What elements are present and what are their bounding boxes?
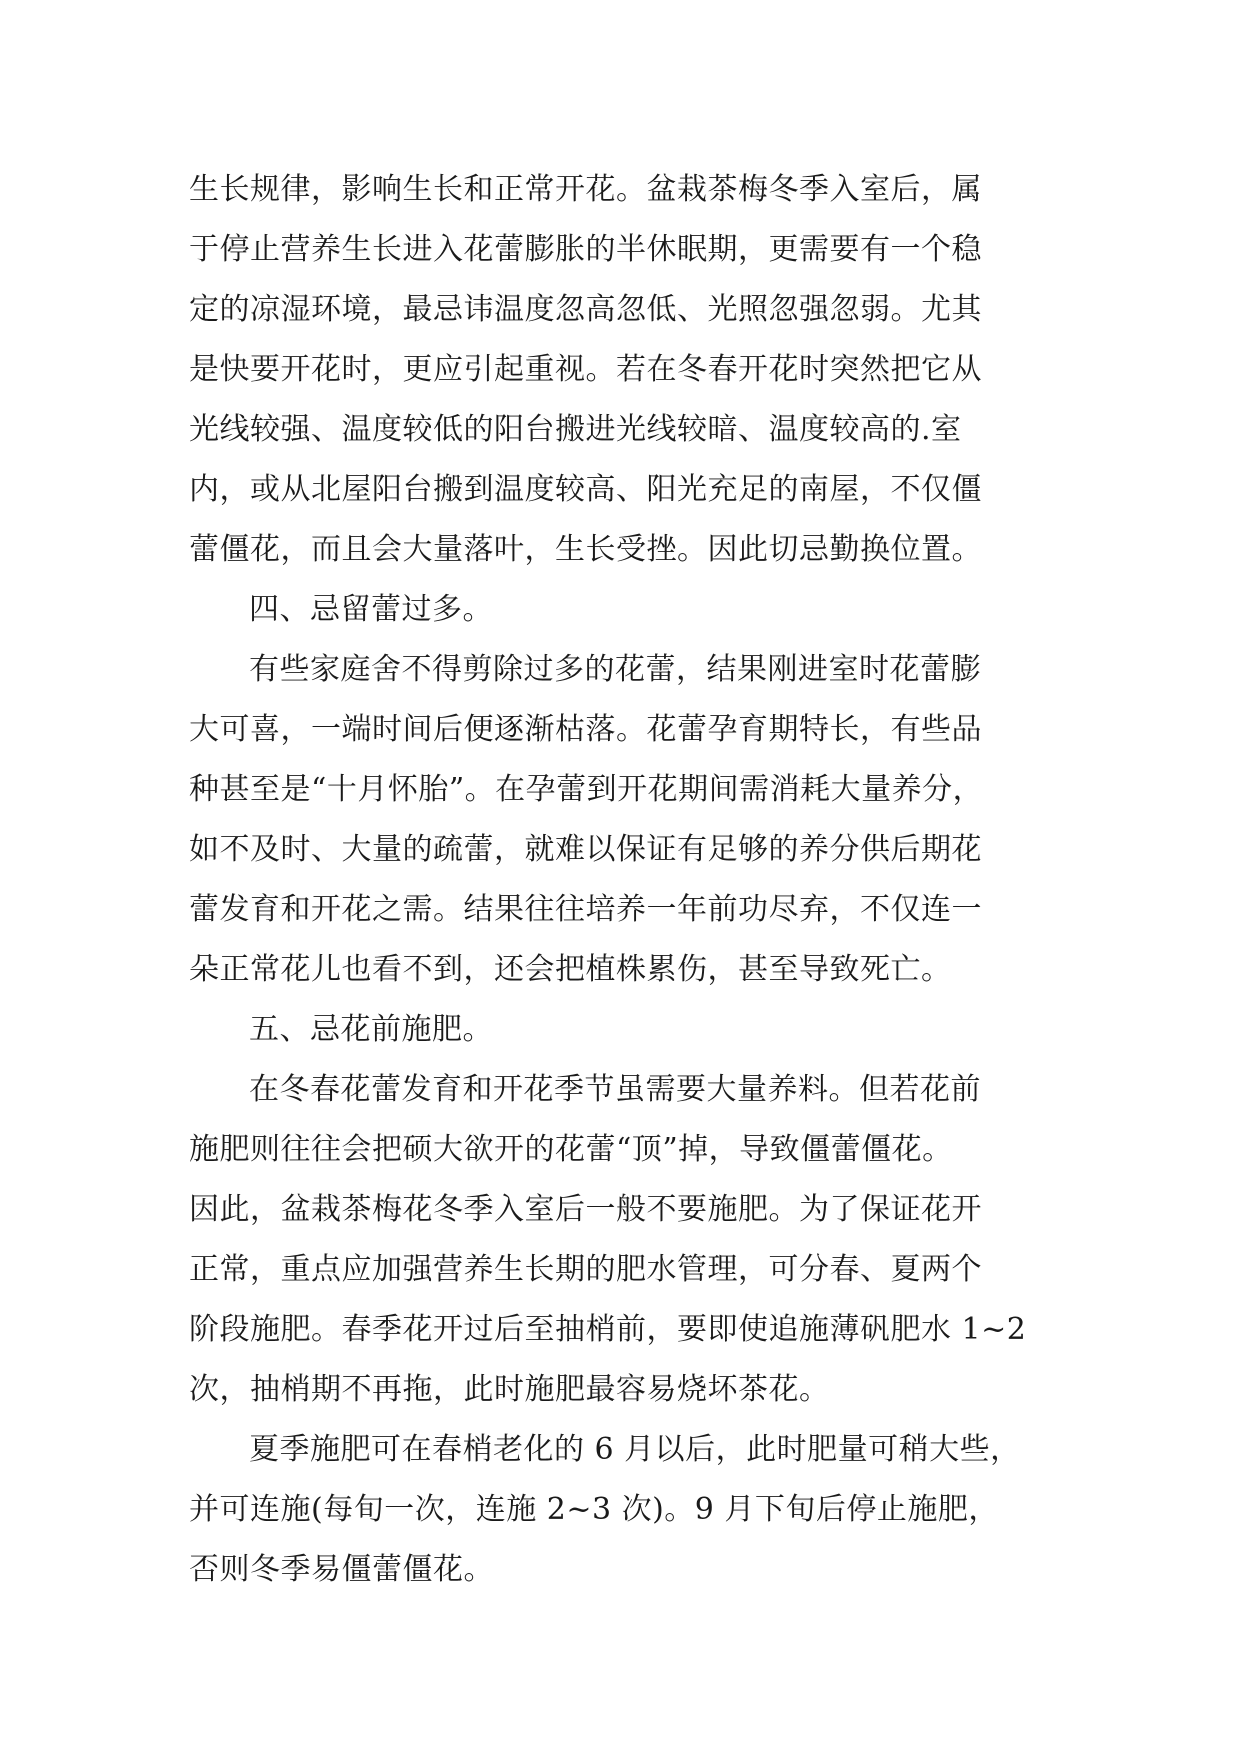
document-body: [189, 160, 1059, 1600]
text-line: 因此，盆栽茶梅花冬季入室后一般不要施肥。为了保证花开: [189, 1192, 982, 1227]
text-line: 朵正常花儿也看不到，还会把植株累伤，甚至导致死亡。: [189, 952, 952, 987]
text-line: 阶段施肥。春季花开过后至抽梢前，要即使追施薄矾肥水 1~2: [189, 1312, 1027, 1347]
text-line: 定的凉湿环境，最忌讳温度忽高忽低、光照忽强忽弱。尤其: [189, 292, 982, 327]
text-line: 施肥则往往会把硕大欲开的花蕾“顶”掉，导致僵蕾僵花。: [189, 1132, 953, 1167]
section-heading: 四、忌留蕾过多。: [249, 592, 493, 627]
text-line: 次，抽梢期不再拖，此时施肥最容易烧坏茶花。: [189, 1372, 830, 1407]
text-line: 正常，重点应加强营养生长期的肥水管理，可分春、夏两个: [189, 1252, 982, 1287]
text-line: 有些家庭舍不得剪除过多的花蕾，结果刚进室时花蕾膨: [249, 652, 981, 687]
section-heading: 五、忌花前施肥。: [249, 1012, 493, 1047]
text-line: 夏季施肥可在春梢老化的 6 月以后，此时肥量可稍大些，: [249, 1432, 1021, 1467]
text-line: 蕾发育和开花之需。结果往往培养一年前功尽弃，不仅连一: [189, 892, 982, 927]
text-line: 是快要开花时，更应引起重视。若在冬春开花时突然把它从: [189, 352, 982, 387]
text-line: 光线较强、温度较低的阳台搬进光线较暗、温度较高的.室: [189, 412, 962, 447]
text-line: 内，或从北屋阳台搬到温度较高、阳光充足的南屋，不仅僵: [189, 472, 982, 507]
text-line: 于停止营养生长进入花蕾膨胀的半休眠期，更需要有一个稳: [189, 232, 982, 267]
text-line: 生长规律，影响生长和正常开花。盆栽茶梅冬季入室后，属: [189, 172, 982, 207]
text-line: 大可喜，一端时间后便逐渐枯落。花蕾孕育期特长，有些品: [189, 712, 982, 747]
text-line: 种甚至是“十月怀胎”。在孕蕾到开花期间需消耗大量养分，: [189, 772, 984, 807]
text-line: 否则冬季易僵蕾僵花。: [189, 1552, 494, 1587]
text-line: 并可连施(每旬一次，连施 2~3 次)。9 月下旬后停止施肥，: [189, 1492, 999, 1527]
text-line: 如不及时、大量的疏蕾，就难以保证有足够的养分供后期花: [189, 832, 982, 867]
text-line: 在冬春花蕾发育和开花季节虽需要大量养料。但若花前: [249, 1072, 981, 1107]
text-line: 蕾僵花，而且会大量落叶，生长受挫。因此切忌勤换位置。: [189, 532, 982, 567]
